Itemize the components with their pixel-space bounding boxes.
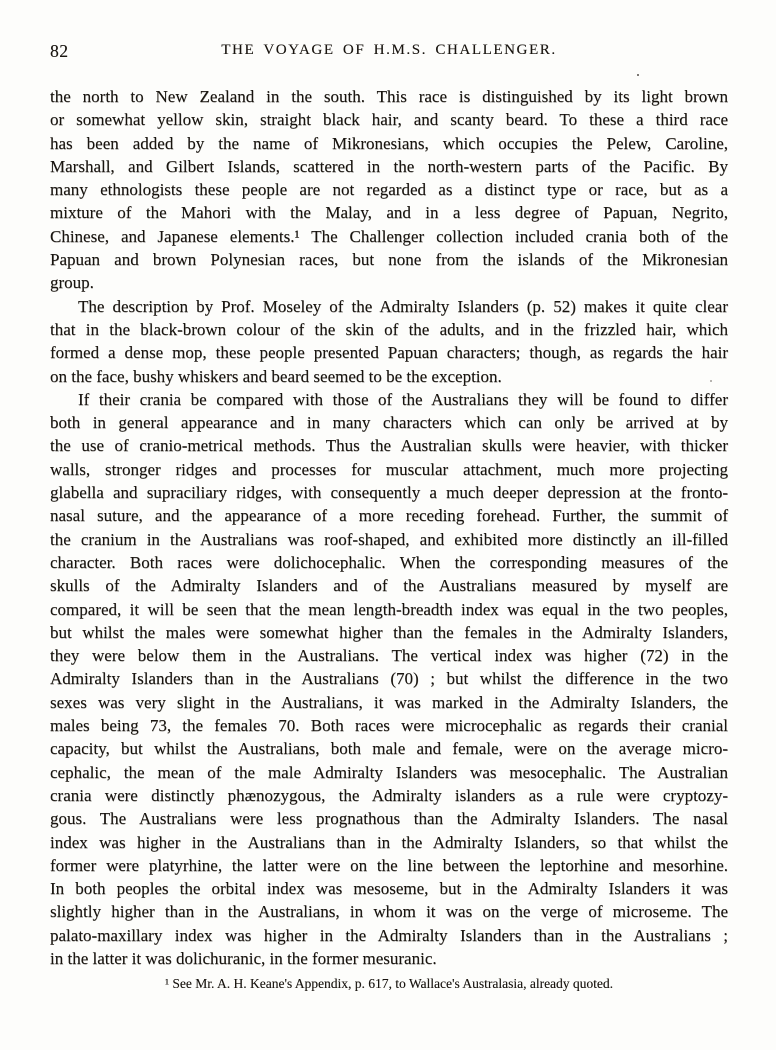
text-line: character. Both races were dolichocephalic. When the corresponding measures of the <box>50 552 728 572</box>
text-line: they were below them in the Australians. The vertical index was higher (72) in the <box>50 646 728 666</box>
text-line: walls, stronger ridges and processes for muscular attachment, much more projecting <box>50 459 728 479</box>
scan-speck <box>637 74 639 76</box>
text-line: glabella and supraciliary ridges, with consequently a much deeper depression at the fronto- <box>50 483 728 503</box>
running-head: THE VOYAGE OF H.M.S. CHALLENGER. <box>221 42 557 58</box>
text-line: In both peoples the orbital index was mesoseme, but in the Admiralty Islanders it was <box>50 879 728 899</box>
text-line: sexes was very slight in the Australians, it was marked in the Admiralty Islanders, the <box>50 692 728 712</box>
text-line: the use of cranio-metrical methods. Thus the Australian skulls were heavier, with thicker <box>50 436 728 456</box>
text-line: index was higher in the Australians than in the Admiralty Islanders, so that whilst the <box>50 832 728 852</box>
footnote: ¹ See Mr. A. H. Keane's Appendix, p. 617, to Wallace's Australasia, already quoted. <box>164 976 614 992</box>
text-line: cephalic, the mean of the male Admiralty Islanders was mesocephalic. The Australian <box>50 762 728 782</box>
text-line: crania were distinctly phænozygous, the Admiralty islanders as a rule were cryptozy- <box>50 785 728 805</box>
text-line: gous. The Australians were less prognathous than the Admiralty Islanders. The nasal <box>50 809 728 829</box>
paragraph <box>50 85 728 295</box>
text-line: mixture of the Mahori with the Malay, and in a less degree of Papuan, Negrito, <box>50 203 728 223</box>
text-line: but whilst the males were somewhat higher than the females in the Admiralty Islanders, <box>50 622 728 642</box>
text-line: nasal suture, and the appearance of a more receding forehead. Further, the summit of <box>50 506 728 526</box>
text-line: or somewhat yellow skin, straight black hair, and scanty beard. To these a third race <box>50 110 728 130</box>
text-line: slightly higher than in the Australians, in whom it was on the verge of microseme. The <box>50 902 728 922</box>
text-line: that in the black-brown colour of the skin of the adults, and in the frizzled hair, which <box>50 319 728 339</box>
body-text <box>50 85 728 970</box>
text-line: Marshall, and Gilbert Islands, scattered in the north-western parts of the Pacific. By <box>50 156 728 176</box>
scan-speck <box>710 380 712 382</box>
text-line: Chinese, and Japanese elements.¹ The Challenger collection included crania both of the <box>50 226 728 246</box>
text-line: palato-maxillary index was higher in the Admiralty Islanders than in the Australians ; <box>50 925 728 945</box>
text-line: has been added by the name of Mikronesians, which occupies the Pelew, Caroline, <box>50 133 728 153</box>
text-line: If their crania be compared with those of the Australians they will be found to differ <box>78 389 728 409</box>
paragraph <box>50 295 728 388</box>
text-line: on the face, bushy whiskers and beard seemed to be the exception. <box>50 366 502 386</box>
text-line: the cranium in the Australians was roof-shaped, and exhibited more distinctly an ill-filled <box>50 529 728 549</box>
text-line: Admiralty Islanders than in the Australians (70) ; but whilst the difference in the two <box>50 669 728 689</box>
text-line: formed a dense mop, these people presented Papuan characters; though, as regards the hair <box>50 343 728 363</box>
text-line: group. <box>50 273 94 293</box>
text-line: skulls of the Admiralty Islanders and of the Australians measured by myself are <box>50 576 728 596</box>
paragraph <box>50 388 728 970</box>
text-line: Papuan and brown Polynesian races, but none from the islands of the Mikronesian <box>50 250 728 270</box>
text-line: many ethnologists these people are not regarded as a distinct type or race, but as a <box>50 180 728 200</box>
page-number: 82 <box>50 41 69 61</box>
text-line: males being 73, the females 70. Both races were microcephalic as regards their cranial <box>50 716 728 736</box>
text-line: both in general appearance and in many characters which can only be arrived at by <box>50 413 728 433</box>
text-line: former were platyrhine, the latter were on the line between the leptorhine and mesorhine. <box>50 855 728 875</box>
text-line: compared, it will be seen that the mean length-breadth index was equal in the two peoples, <box>50 599 728 619</box>
text-line: the north to New Zealand in the south. This race is distinguished by its light brown <box>50 87 728 106</box>
text-line: in the latter it was dolichuranic, in the former mesuranic. <box>50 948 437 968</box>
page-header <box>50 41 728 61</box>
text-line: The description by Prof. Moseley of the Admiralty Islanders (p. 52) makes it quite clear <box>78 296 728 316</box>
text-line: capacity, but whilst the Australians, both male and female, were on the average micro- <box>50 739 728 759</box>
